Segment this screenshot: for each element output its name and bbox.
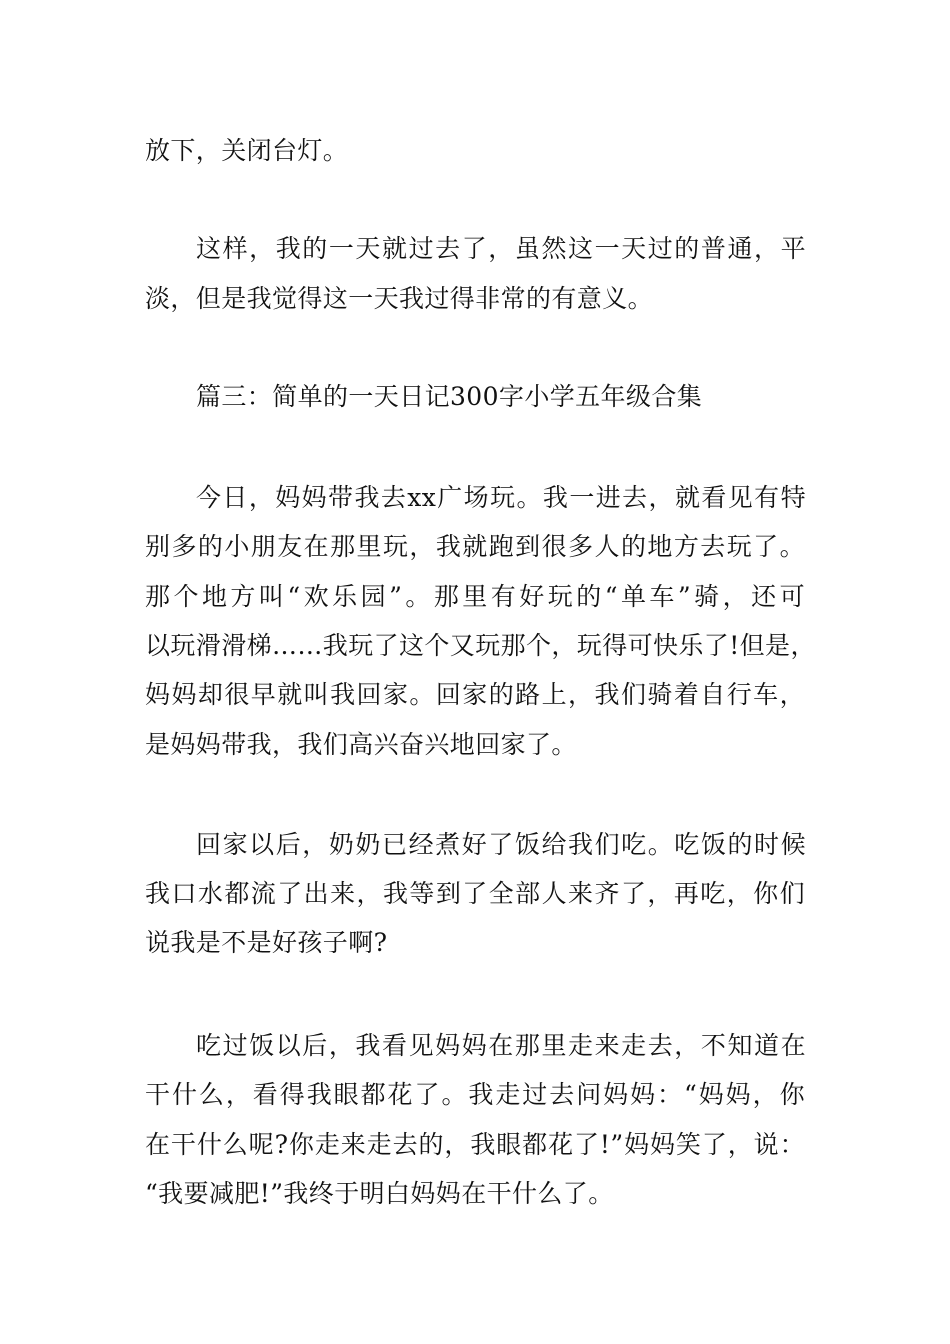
paragraph-line: 我口水都流了出来，我等到了全部人来齐了，再吃，你们 bbox=[145, 879, 805, 908]
paragraph-line: 妈妈却很早就叫我回家。回家的路上，我们骑着自行车， bbox=[145, 680, 805, 709]
paragraph-line: 回家以后，奶奶已经煮好了饭给我们吃。吃饭的时候 bbox=[196, 830, 806, 859]
paragraph-line: 以玩滑滑梯……我玩了这个又玩那个，玩得可快乐了!但是， bbox=[145, 631, 816, 660]
paragraph-line: 说我是不是好孩子啊? bbox=[145, 928, 388, 957]
paragraph-line: 这样，我的一天就过去了，虽然这一天过的普通，平 bbox=[196, 234, 806, 263]
paragraph-line: 吃过饭以后，我看见妈妈在那里走来走去，不知道在 bbox=[196, 1031, 806, 1060]
paragraph-line: 放下，关闭台灯。 bbox=[145, 136, 349, 165]
paragraph-line: 淡，但是我觉得这一天我过得非常的有意义。 bbox=[145, 284, 654, 313]
paragraph-line: 别多的小朋友在那里玩，我就跑到很多人的地方去玩了。 bbox=[145, 532, 805, 561]
paragraph-line: 在干什么呢?你走来走去的，我眼都花了!”妈妈笑了，说： bbox=[145, 1130, 805, 1159]
paragraph-line: 干什么，看得我眼都花了。我走过去问妈妈：“妈妈，你 bbox=[145, 1080, 805, 1109]
paragraph-line: 今日，妈妈带我去xx广场玩。我一进去，就看见有特 bbox=[196, 483, 806, 512]
paragraph-line: 那个地方叫“欢乐园”。那里有好玩的“单车”骑，还可 bbox=[145, 582, 805, 611]
paragraph-line: “我要减肥!”我终于明白妈妈在干什么了。 bbox=[145, 1179, 614, 1208]
paragraph-line: 是妈妈带我，我们高兴奋兴地回家了。 bbox=[145, 730, 577, 759]
section-heading: 篇三：简单的一天日记300字小学五年级合集 bbox=[196, 382, 703, 411]
